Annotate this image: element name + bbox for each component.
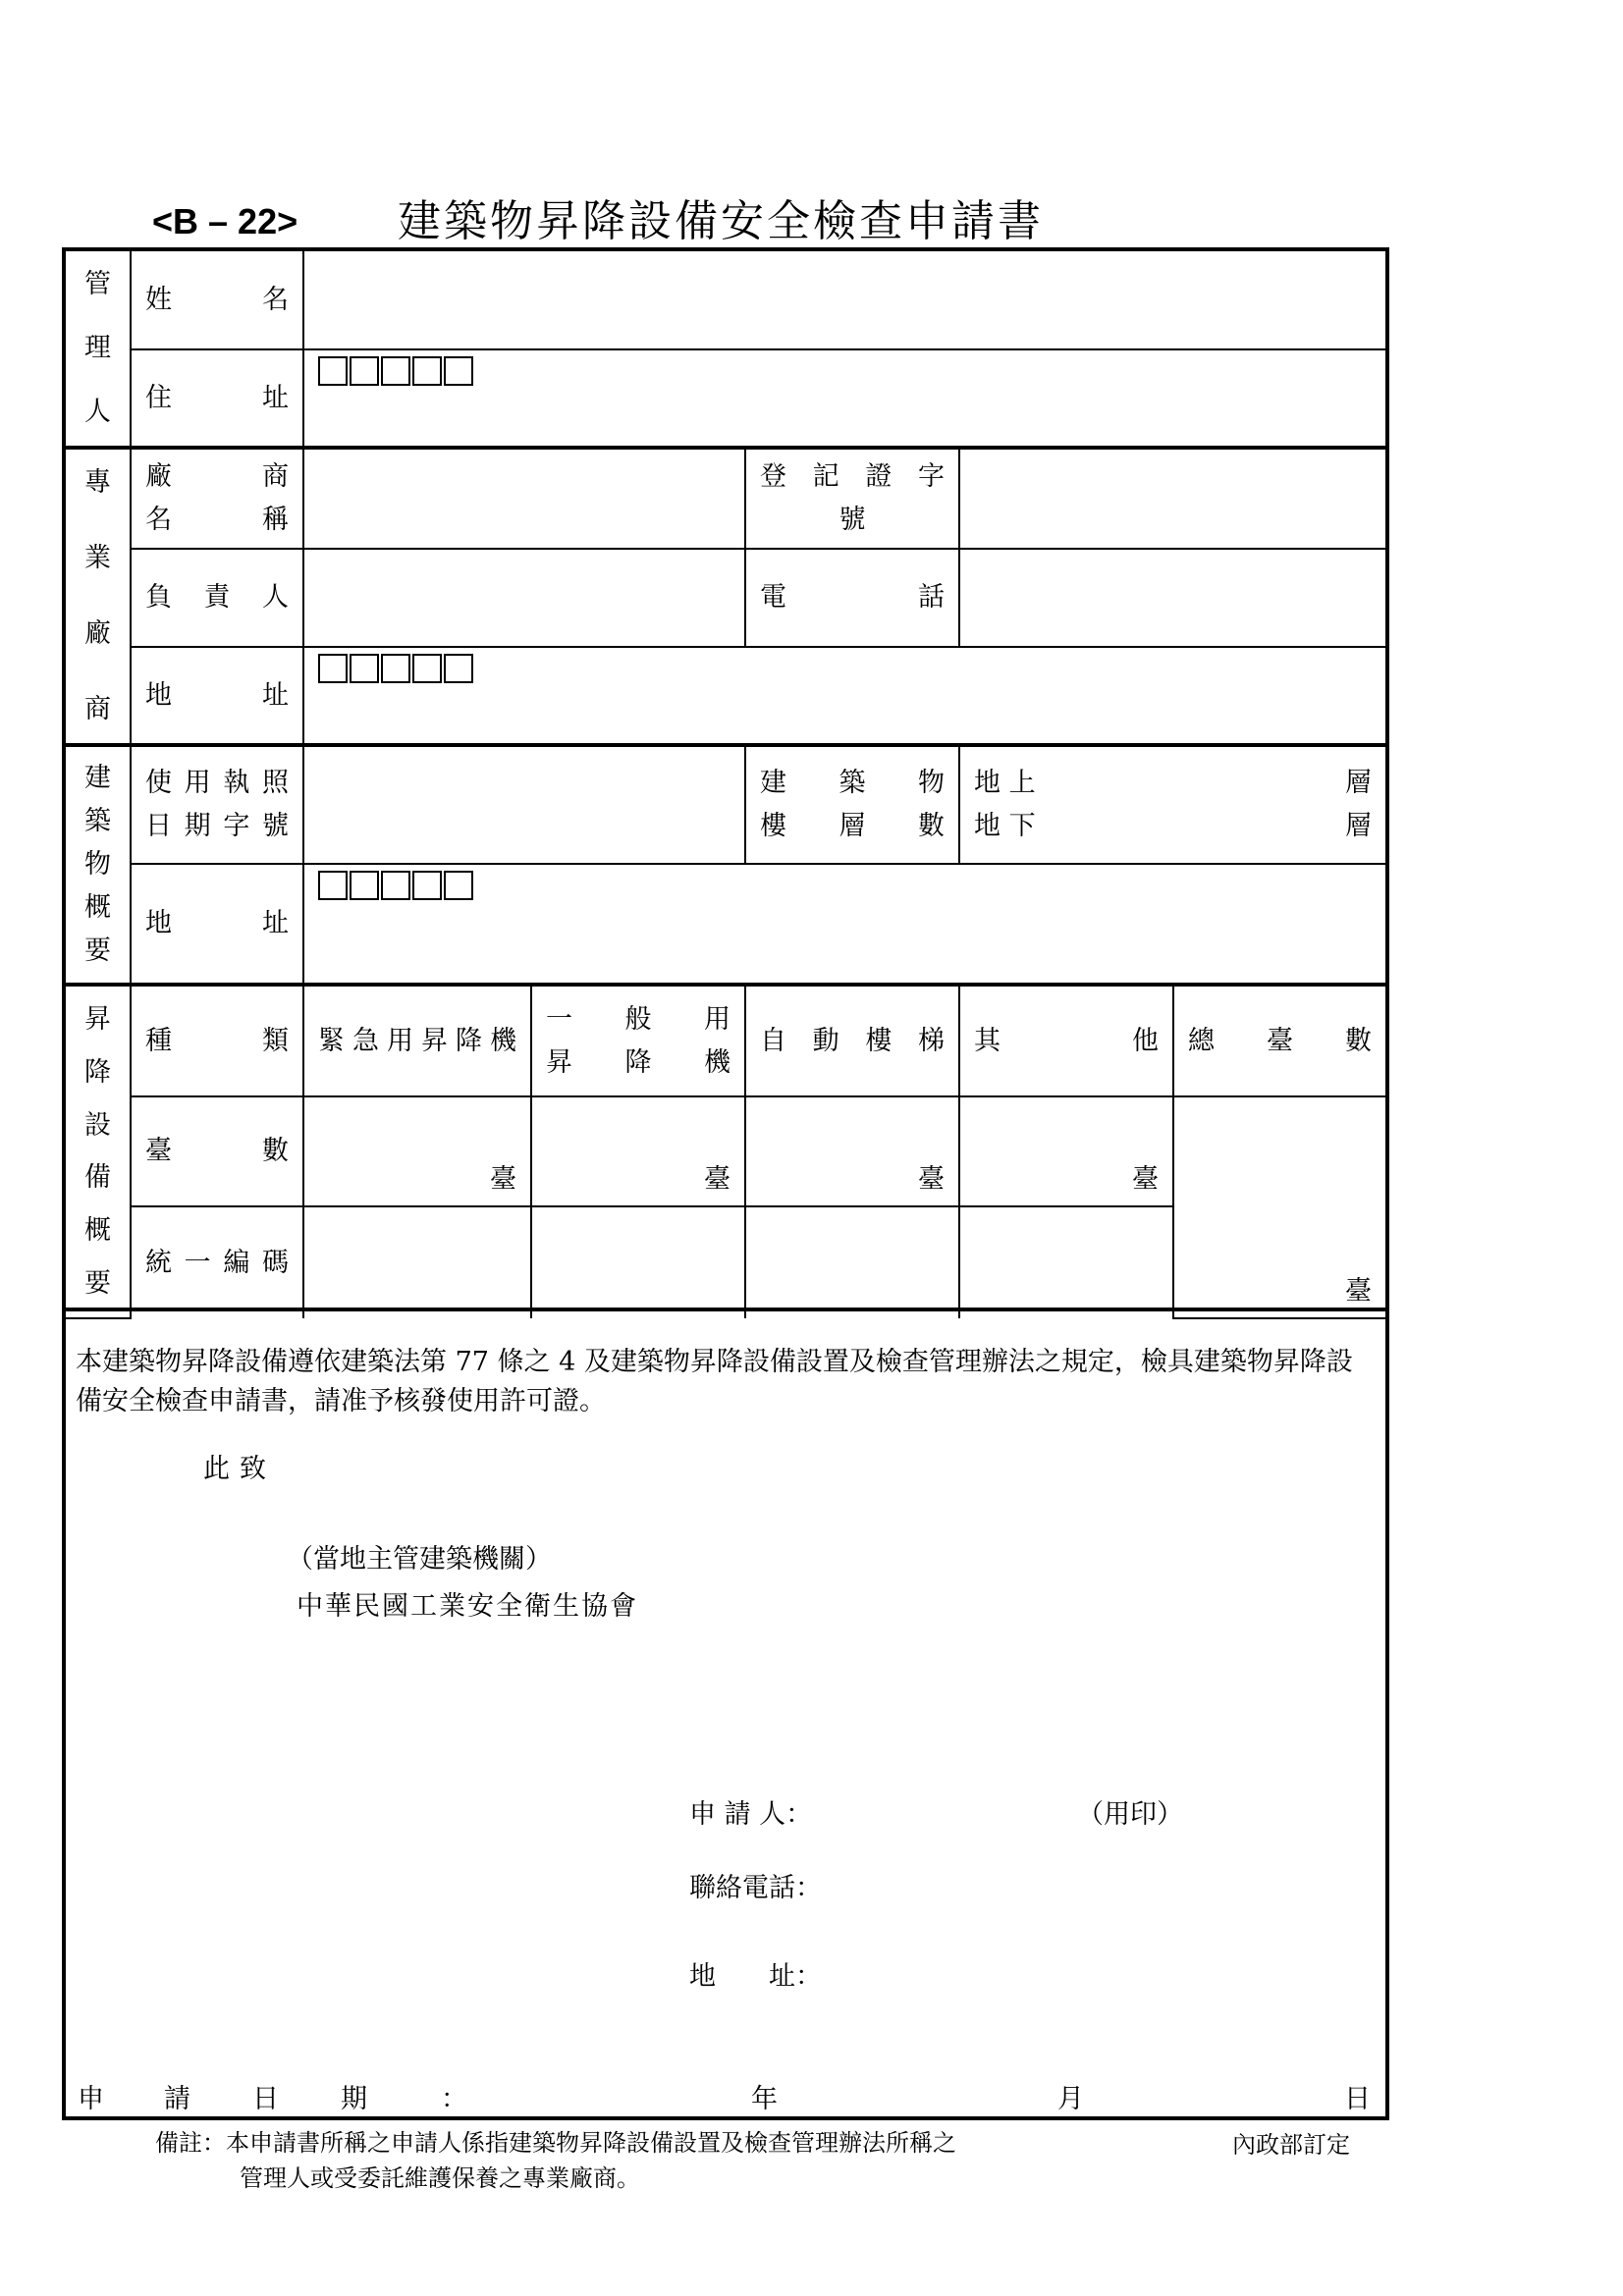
label-vendor-address: 地 址 [131,647,303,745]
label-equipment-count: 臺 數 [131,1096,303,1206]
section-vendor: 專 業 廠 商 [66,448,131,745]
label-building-address: 地 址 [131,864,303,985]
label-vendor-owner: 負 責 人 [131,549,303,647]
manager-address-field[interactable] [303,349,1385,448]
label-registration-number: 登 記 證 字 號 [745,448,959,549]
postal-code-boxes[interactable] [318,654,1372,683]
section-building: 建 築 物 概 要 [66,745,131,985]
association-name: 中華民國工業安全衛生協會 [297,1591,638,1622]
label-manager-name: 姓 名 [131,251,303,349]
salutation: 此致 [203,1454,276,1484]
label-manager-address: 住 址 [131,349,303,448]
registration-number-field[interactable] [959,448,1385,549]
form-code: <B – 22> [152,201,298,241]
other-count[interactable]: 臺 [959,1096,1173,1206]
header-emergency-elevator: 緊 急 用 昇 降 機 [303,985,531,1096]
label-vendor-phone: 電 話 [745,549,959,647]
vendor-phone-field[interactable] [959,549,1385,647]
section-manager: 管 理 人 [66,251,131,448]
vendor-address-field[interactable] [303,647,1385,745]
emergency-elevator-count[interactable]: 臺 [303,1096,531,1206]
general-elevator-code[interactable] [531,1206,745,1318]
general-elevator-count[interactable]: 臺 [531,1096,745,1206]
label-building-floors: 建 築 物 樓 層 數 [745,745,959,864]
building-address-field[interactable] [303,864,1385,985]
year-label: 年 [751,2084,778,2114]
postal-code-boxes[interactable] [318,356,1372,386]
header-other: 其 他 [959,985,1173,1096]
manager-name-field[interactable] [303,251,1385,349]
local-authority: （當地主管建築機關） [287,1544,552,1575]
vendor-owner-field[interactable] [303,549,745,647]
label-unified-code: 統 一 編 碼 [131,1206,303,1318]
seal-label: （用印） [1077,1799,1183,1830]
label-vendor-name: 廠 商 名 稱 [131,448,303,549]
footnote: 備註：本申請書所稱之申請人係指建築物昇降設備設置及檢查管理辦法所稱之 管理人或受委託維護保養之專業廠商。 [155,2129,956,2192]
escalator-code[interactable] [745,1206,959,1318]
emergency-elevator-code[interactable] [303,1206,531,1318]
license-field[interactable] [303,745,745,864]
section-divider [66,1308,1385,1311]
form-title: 建築物昇降設備安全檢查申請書 [398,196,1044,246]
applicant-address-label: 地 址： [689,1961,822,1992]
postal-code-boxes[interactable] [318,871,1372,900]
total-count-field[interactable]: 臺 [1173,1096,1385,1318]
form-grid [66,251,1385,1319]
label-license-date-number: 使 用 執 照 日 期 字 號 [131,745,303,864]
building-floors-field[interactable]: 地 上 層 地 下 層 [959,745,1385,864]
header-escalator: 自 動 樓 梯 [745,985,959,1096]
section-equipment: 昇 降 設 備 概 要 [66,985,131,1318]
other-code[interactable] [959,1206,1173,1318]
application-statement: 本建築物昇降設備遵依建築法第 77 條之 4 及建築物昇降設備設置及檢查管理辦法之規定，檢具建築物昇降設備安全檢查申請書，請准予核發使用許可證。 [76,1347,1353,1416]
document-header [152,192,1380,251]
header-general-elevator: 一 般 用 昇 降 機 [531,985,745,1096]
vendor-name-field[interactable] [303,448,745,549]
header-total-count: 總 臺 數 [1173,985,1385,1096]
day-label: 日 [1344,2084,1371,2114]
escalator-count[interactable]: 臺 [745,1096,959,1206]
month-label: 月 [1057,2084,1084,2114]
applicant-label: 申 請 人： [689,1799,813,1830]
contact-phone-label: 聯絡電話： [689,1873,822,1903]
application-form: 管 理 人 姓 名 住 址 專 業 廠 商 廠 商 名 稱 登 記 證 字 號 負 責 人 電 話 地 址 建 築 物 概 要 使 用 執 照 日 期 字 號 建 築 物 樓 層 數 地 上 層 地 下 層 地 址 昇 降 設 備 概 要 種 類 緊 急 用 昇 降 機 一 般 用 昇 降 機 自 動 樓 梯 其 他 總 臺 數 臺 數 臺 臺 臺 臺 臺 統 一 編 碼 本建築物昇降設備遵依建築法第 77 條之 4 及建築物昇降設備設置及檢查管理辦法之規定，檢具建築物昇降設備安全檢查申請書，請准予核發使用許可證。 此致 （當地主管建築機關） 中華民國工業安全衛生協會 申 請 人： （用印） 聯絡電話： 地 址： 申 請 日 期 ： 年 月 日 [62,247,1389,2120]
issuer-note: 內政部訂定 [1232,2131,1350,2159]
label-equipment-kind: 種 類 [131,985,303,1096]
